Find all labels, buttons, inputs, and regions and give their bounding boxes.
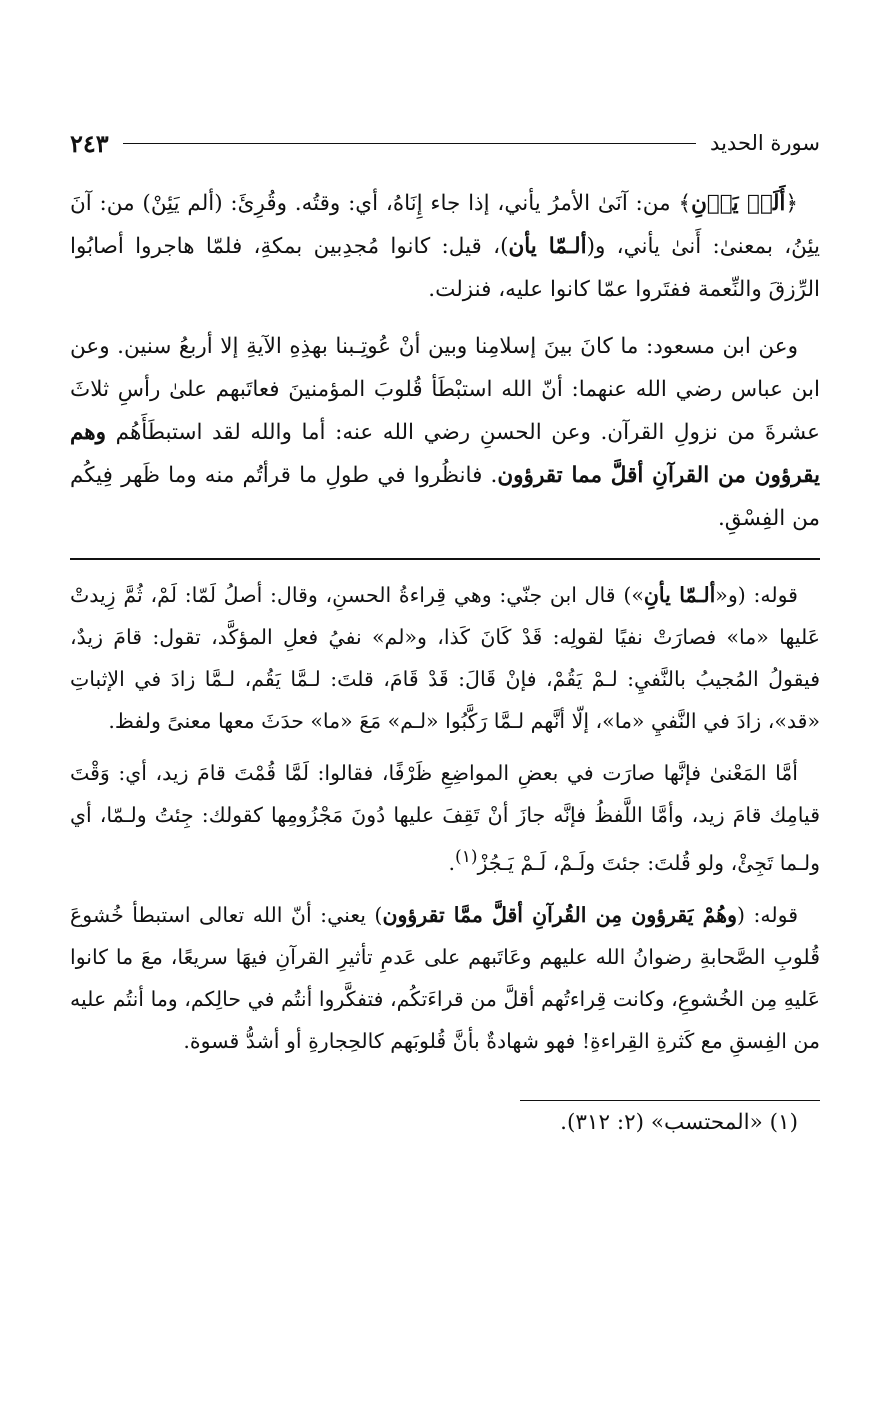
- main-paragraph-2: [70, 325, 820, 540]
- note-paragraph-3: [70, 894, 820, 1062]
- text-run: قوله: (: [736, 902, 799, 927]
- bold-quote: وهم يقرؤون من القرآنِ أقلَّ مما تقرؤون: [70, 420, 820, 488]
- footnote-reference[interactable]: (١): [455, 847, 478, 867]
- note-paragraph-2: [70, 752, 820, 884]
- ornate-bracket: ﴿: [785, 191, 798, 216]
- main-text: [70, 182, 820, 540]
- verse-quote: أَلَمۡ يَأۡنِ: [691, 191, 786, 216]
- footnote: (١) «المحتسب» (٢: ٣١٢).: [560, 1109, 798, 1135]
- reading-variant: ألـمّا يأن: [508, 234, 587, 259]
- section-divider: [70, 558, 820, 560]
- surah-title: سورة الحديد: [710, 131, 820, 155]
- text-run: ) يعني: أنّ الله تعالى استبطأ خُشوعَ قُلوبِ الصَّحابةِ رضوانُ الله عليهم وعَاتَبهم على عَدمِ تأثيرِ القرآنِ فيهَا سريعًا، معَ ما كانوا عَليهِ مِن الخُشوعِ، وكانت قِراءتُهم أقلَّ من قراءَتكُم، فتفكَّروا أنتُم في حالِكم، وما أنتُم عليه من الفِسقِ مع كَثرةِ القِراءةِ! فهو شهادةٌ بأنَّ قُلوبَهم كالحِجارةِ أو أشدُّ قسوة.: [70, 902, 820, 1053]
- main-paragraph-1: [70, 182, 820, 311]
- text-run: وعن ابن مسعود: ما كانَ بينَ إسلامِنا وبين أنْ عُوتِـبنا بهذِهِ الآيةِ إلا أربعُ سنين. وعن ابن عباس رضي الله عنهما: أنّ الله استبْطَأ قُلوبَ المؤمنينَ فعاتَبهم علىٰ رأسِ ثلاثَ عشرةَ من نزولِ القرآن. وعن الحسنِ رضي الله عنه: أما والله لقد استبطَأَهُم: [70, 334, 820, 445]
- bold-quote: ألـمّا يأنِ: [643, 583, 716, 607]
- text-run: )، قيل: كانوا مُجدِبين بمكةِ، فلمّا هاجروا أصابُوا الرِّزقَ والنِّعمة ففتَروا عمّا كانوا عليه، فنزلت.: [70, 234, 820, 302]
- running-header: [70, 118, 820, 168]
- page: [70, 118, 820, 1144]
- header-rule: [123, 143, 696, 144]
- bold-quote: وهُمْ يَقرؤون مِن القُرآنِ أقلَّ ممَّا تقرؤون: [382, 902, 737, 927]
- text-run: أمَّا المَعْنىٰ فإنَّها صارَت في بعضِ المواضِعِ ظَرْفًا، فقالوا: لَمَّا قُمْتَ قامَ زيد، أي: وَقْتَ قيامِك قامَ زيد، وأمَّا اللَّفظُ فإنَّه جازَ أنْ تَقِفَ عليها دُونَ مَجْزُومِها كقولك: جِئتُ ولـمّا، أي ولـما تَجِئْ، ولو قُلتَ: جئتَ ولَـمْ، لَـمْ يَـجُزْ: [70, 761, 820, 875]
- text-run: . فانظُروا في طولِ ما قرأتُم منه وما ظَهر فِيكُم من الفِسْقِ.: [70, 463, 820, 531]
- text-run: ﴾ من: آنَىٰ الأمرُ يأني، إذا جاء إِنَاهُ، أي: وقتُه. وقُرِئَ: (ألم يَئِنْ) من: آنَ يئِنُ، بمعنىٰ: أَنىٰ يأني، و(: [70, 191, 821, 259]
- text-run: .: [448, 850, 456, 875]
- text-run: قوله: (و«: [715, 583, 798, 607]
- note-paragraph-1: [70, 574, 820, 742]
- commentary-notes: [70, 574, 820, 1062]
- text-run: ») قال ابن جنّي: وهي قِراءةُ الحسنِ، وقال: أصلُ لَمّا: لَمْ، ثُمَّ زِيدتْ عَليها «ما» فصارَتْ نفيًا لقولِه: قَدْ كَانَ كَذا، و«لم» نفيُ فعلِ المؤكَّد، تقول: قامَ زيدٌ، فيقولُ المُجيبُ بالنَّفيِ: لـمْ يَقُمْ، فإنْ قَالَ: قَدْ قَامَ، قلتَ: لـمَّا يَقُم، لـمَّا زادَ في الإثباتِ «قد»، زادَ في النَّفيِ «ما»، إلّا أنَّهم لـمَّا رَكَّبُوا «لـم» مَعَ «ما» حدَثَ معها معنىً ولفظ.: [70, 583, 820, 733]
- page-number: ٢٤٣: [70, 128, 109, 158]
